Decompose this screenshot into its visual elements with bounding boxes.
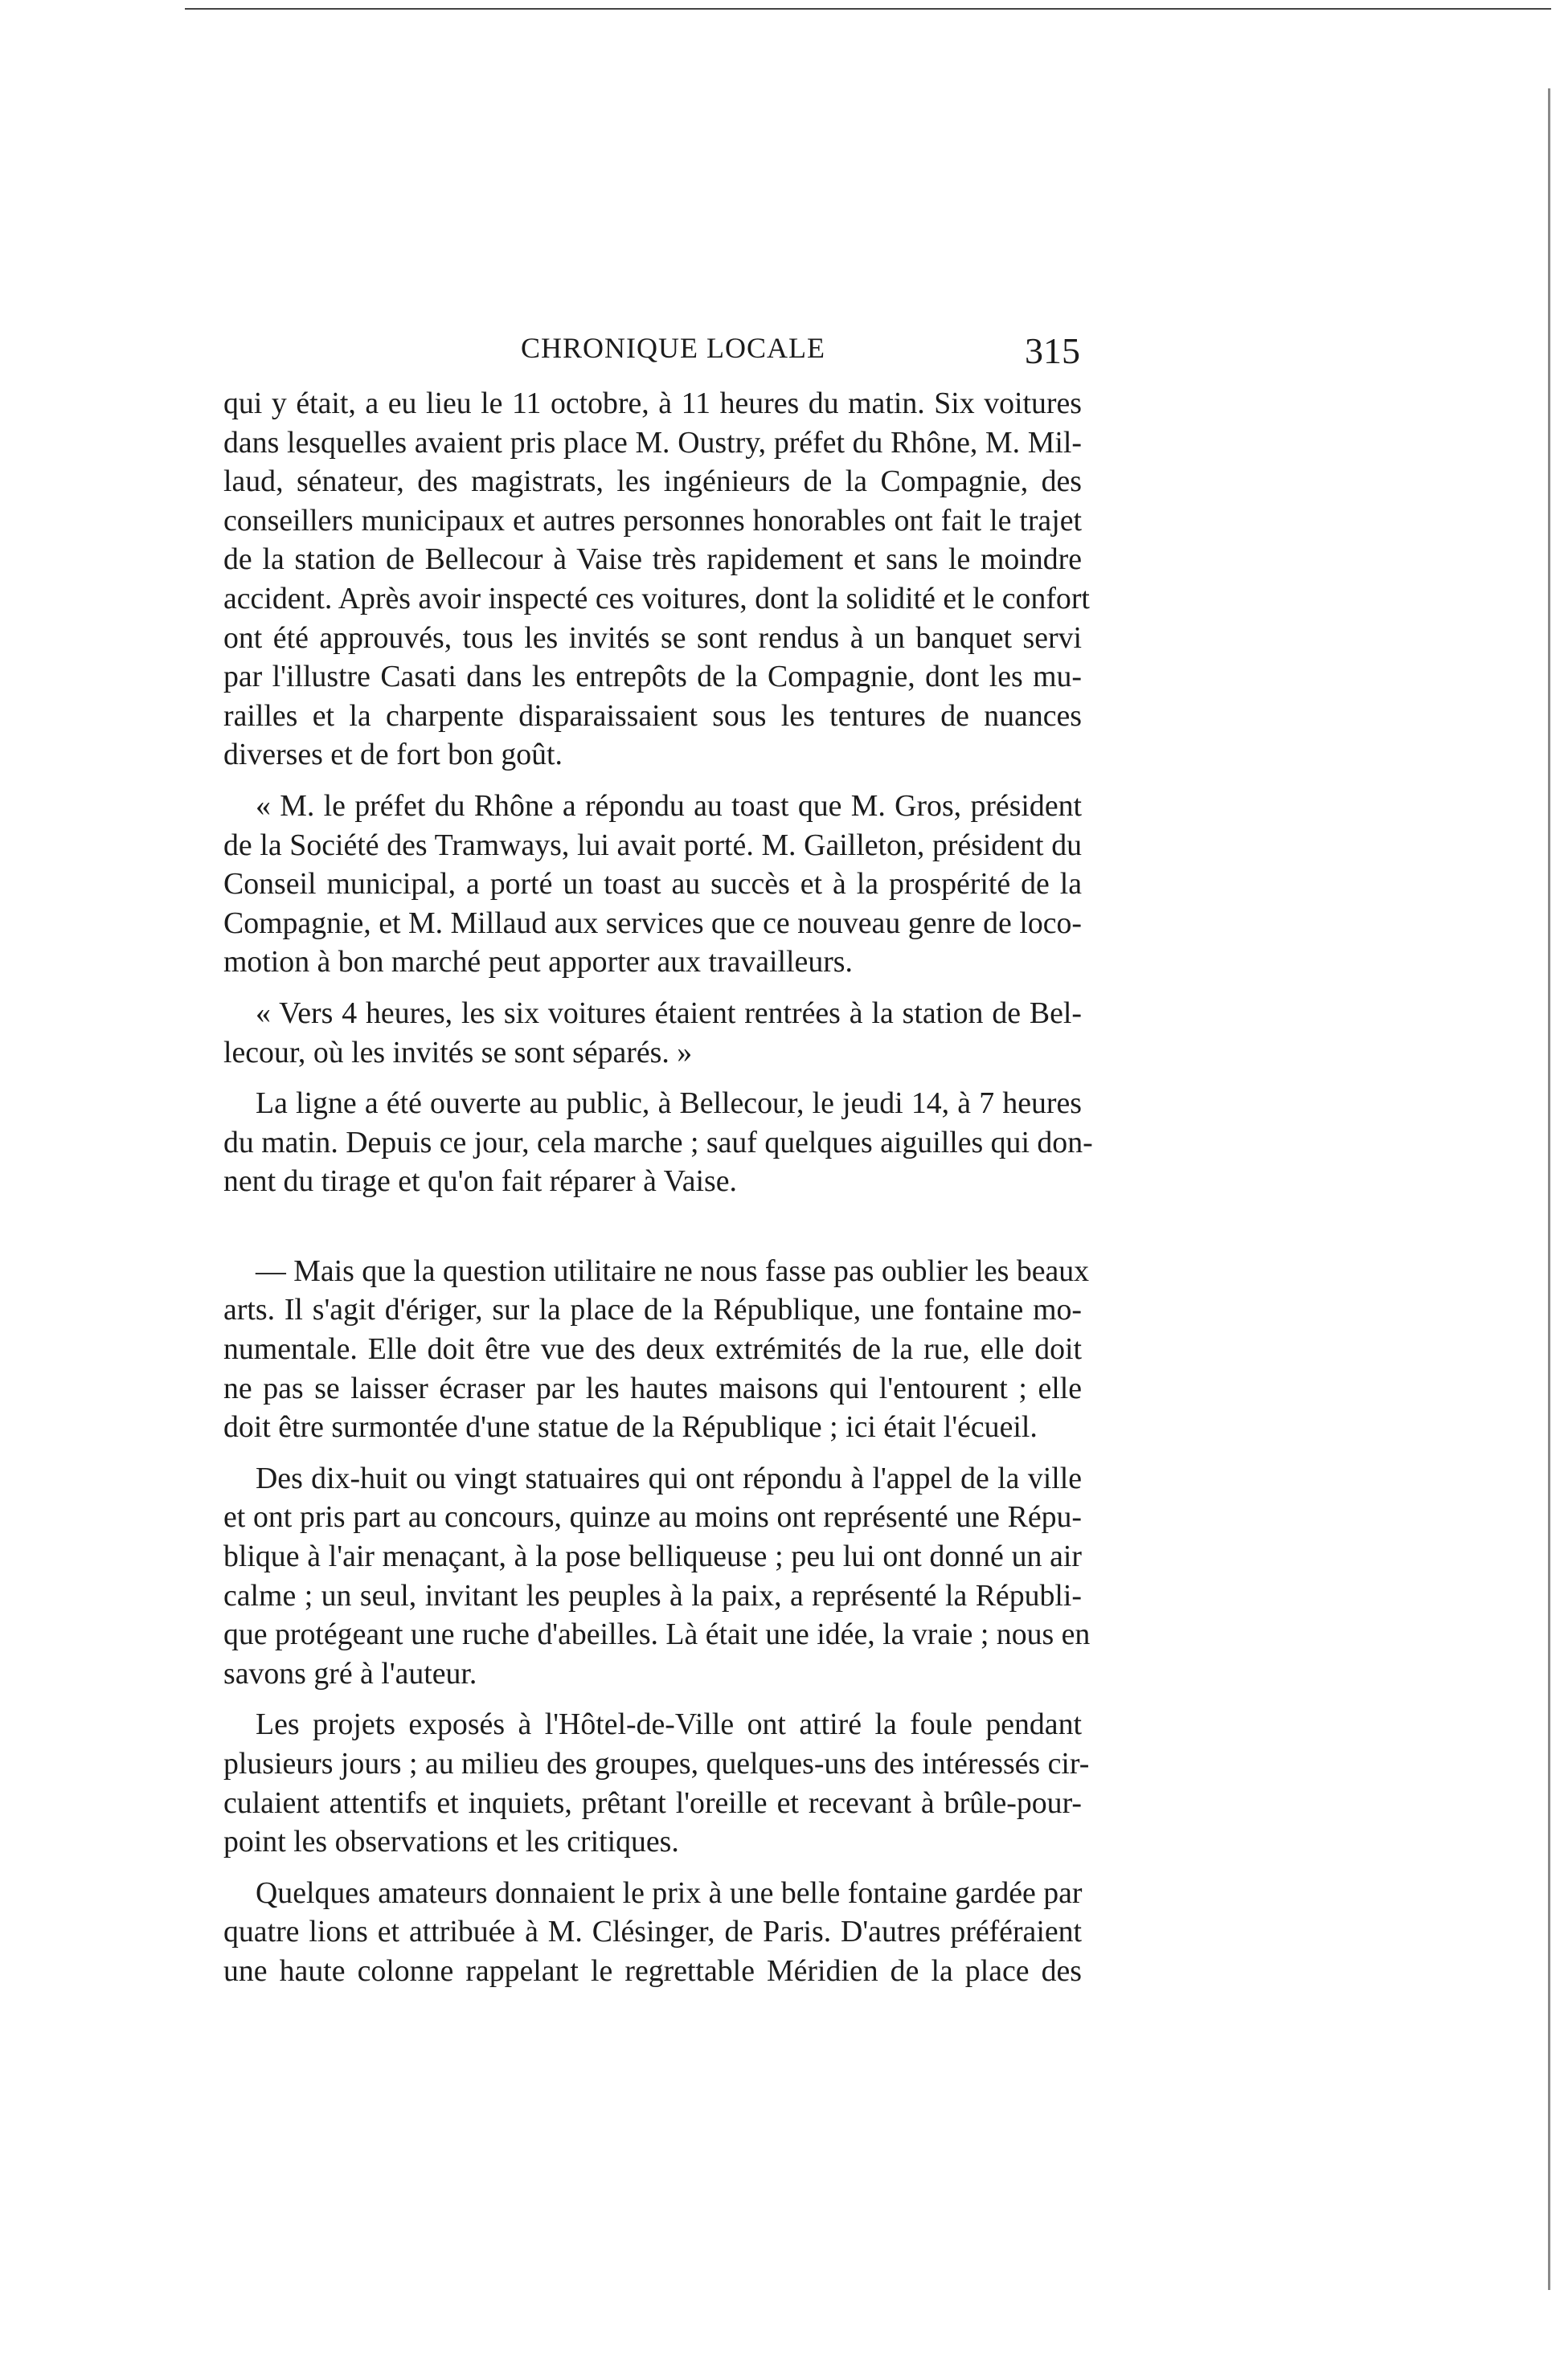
text-line: arts. Il s'agit d'ériger, sur la place de la République, une fontaine mo- [223, 1293, 1082, 1327]
text-line: de la station de Bellecour à Vaise très rapidement et sans le moindre [223, 542, 1082, 577]
body-text [223, 384, 1093, 2003]
text-line: de la Société des Tramways, lui avait porté. M. Gailleton, président du [223, 828, 1082, 862]
text-line: calme ; un seul, invitant les peuples à la paix, a représenté la Républi- [223, 1578, 1082, 1613]
text-line: diverses et de fort bon goût. [223, 738, 563, 772]
text-line: Des dix-huit ou vingt statuaires qui ont répondu à l'appel de la ville [256, 1461, 1082, 1495]
paragraph [223, 1874, 1082, 1991]
text-line: nent du tirage et qu'on fait réparer à Vaise. [223, 1164, 737, 1199]
text-line: laud, sénateur, des magistrats, les ingénieurs de la Compagnie, des [223, 464, 1082, 499]
text-line: plusieurs jours ; au milieu des groupes, quelques-uns des intéressés cir- [223, 1747, 1090, 1781]
text-line: blique à l'air menaçant, à la pose belliqueuse ; peu lui ont donné un air [223, 1540, 1082, 1574]
text-line: conseillers municipaux et autres personnes honorables ont fait le trajet [223, 503, 1082, 538]
page-number: 315 [1025, 330, 1080, 371]
page-edge [1548, 88, 1550, 2290]
text-line: que protégeant une ruche d'abeilles. Là était une idée, la vraie ; nous en [223, 1617, 1091, 1652]
text-line: Compagnie, et M. Millaud aux services que ce nouveau genre de loco- [223, 906, 1082, 940]
text-line: une haute colonne rappelant le regrettable Méridien de la place des [223, 1953, 1082, 1988]
paragraph [223, 1252, 1090, 1447]
paragraph [223, 787, 1082, 982]
text-line: savons gré à l'auteur. [223, 1656, 477, 1691]
page-header [223, 331, 1082, 379]
text-line: Quelques amateurs donnaient le prix à une belle fontaine gardée par [256, 1875, 1083, 1910]
text-line: Les projets exposés à l'Hôtel-de-Ville ont attiré la foule pendant [256, 1707, 1082, 1742]
text-line: « M. le préfet du Rhône a répondu au toast que M. Gros, président [256, 788, 1082, 823]
text-line: La ligne a été ouverte au public, à Bellecour, le jeudi 14, à 7 heures [256, 1086, 1082, 1121]
paragraph [223, 1459, 1091, 1694]
text-line: Conseil municipal, a porté un toast au succès et à la prospérité de la [223, 867, 1082, 902]
text-line: du matin. Depuis ce jour, cela marche ; sauf quelques aiguilles qui don- [223, 1125, 1093, 1159]
text-line: railles et la charpente disparaissaient sous les tentures de nuances [223, 698, 1082, 733]
text-line: « Vers 4 heures, les six voitures étaient rentrées à la station de Bel- [256, 996, 1082, 1030]
text-line: culaient attentifs et inquiets, prêtant l'oreille et recevant à brûle-pour- [223, 1785, 1082, 1820]
text-line: dans lesquelles avaient pris place M. Oustry, préfet du Rhône, M. Mil- [223, 425, 1082, 460]
top-rule [185, 8, 1551, 10]
text-line: qui y était, a eu lieu le 11 octobre, à 11 heures du matin. Six voitures [223, 386, 1082, 420]
text-line: et ont pris part au concours, quinze au moins ont représenté une Répu- [223, 1500, 1082, 1535]
running-title: CHRONIQUE LOCALE [521, 332, 825, 364]
text-line: doit être surmontée d'une statue de la République ; ici était l'écueil. [223, 1410, 1038, 1445]
text-line: numentale. Elle doit être vue des deux extrémités de la rue, elle doit [223, 1332, 1082, 1367]
text-line: ne pas se laisser écraser par les hautes maisons qui l'entourent ; elle [223, 1371, 1082, 1405]
text-line: accident. Après avoir inspecté ces voitures, dont la solidité et le confort [223, 581, 1090, 615]
text-line: point les observations et les critiques. [223, 1825, 679, 1859]
text-line: — Mais que la question utilitaire ne nous fasse pas oublier les beaux [256, 1253, 1090, 1288]
text-line: motion à bon marché peut apporter aux travailleurs. [223, 945, 853, 979]
text-line: quatre lions et attribuée à M. Clésinger, de Paris. D'autres préféraient [223, 1915, 1082, 1949]
text-line: par l'illustre Casati dans les entrepôts de la Compagnie, dont les mu- [223, 660, 1082, 694]
paragraph [223, 1084, 1093, 1201]
text-line: ont été approuvés, tous les invités se sont rendus à un banquet servi [223, 620, 1082, 655]
paragraph [223, 1705, 1090, 1861]
text-line: lecour, où les invités se sont séparés. » [223, 1035, 693, 1069]
paragraph [223, 384, 1090, 775]
section-break [223, 1213, 1082, 1252]
paragraph [223, 994, 1082, 1072]
